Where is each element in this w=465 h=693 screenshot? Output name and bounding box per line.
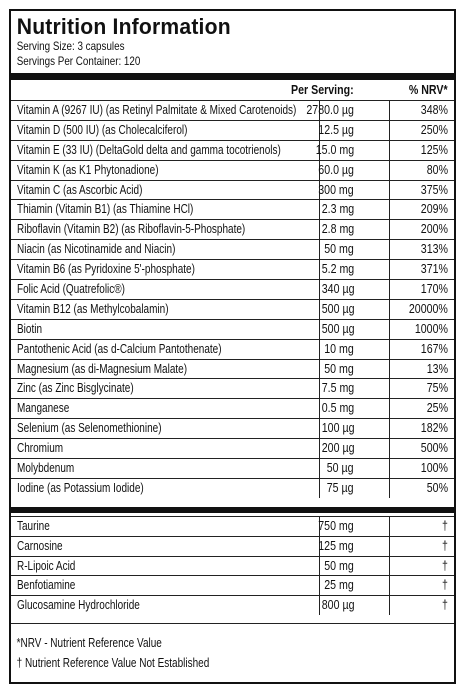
table-row xyxy=(11,180,454,200)
nutrient-name: Vitamin D (500 IU) (as Cholecalciferol) xyxy=(17,122,188,137)
other-ingredients-table xyxy=(11,516,454,615)
table-row xyxy=(11,259,454,279)
nutrient-name: Thiamin (Vitamin B1) (as Thiamine HCl) xyxy=(17,202,194,217)
nrv-value: 50% xyxy=(426,480,448,495)
table-row xyxy=(11,239,454,259)
table-row xyxy=(11,398,454,418)
table-row xyxy=(11,140,454,160)
nrv-value: 250% xyxy=(420,122,448,137)
nutrient-name: Vitamin E (33 IU) (DeltaGold delta and gamma tocotrienols) xyxy=(17,142,281,157)
nrv-value: 75% xyxy=(426,381,448,396)
nutrient-name: Taurine xyxy=(17,518,50,533)
nrv-value: 80% xyxy=(426,162,448,177)
table-row xyxy=(11,319,454,339)
nutrient-name: Carnosine xyxy=(17,538,63,553)
nutrient-name: Vitamin K (as K1 Phytonadione) xyxy=(17,162,159,177)
per-serving-amount: 300 mg xyxy=(318,182,354,197)
nutrient-name: Molybdenum xyxy=(17,461,75,476)
nrv-value: † xyxy=(442,538,448,553)
nutrient-name: Zinc (as Zinc Bisglycinate) xyxy=(17,381,134,396)
nrv-value: 348% xyxy=(420,103,448,117)
table-row xyxy=(11,458,454,478)
servings-per-container: Servings Per Container: 120 xyxy=(16,54,141,68)
table-row xyxy=(11,299,454,319)
per-serving-amount: 100 µg xyxy=(321,421,354,436)
nutrient-name: R-Lipoic Acid xyxy=(17,558,76,573)
table-row xyxy=(11,575,454,595)
nrv-value: 13% xyxy=(426,361,448,376)
nutrient-name: Vitamin A (9267 IU) (as Retinyl Palmitate & Mixed Carotenoids) xyxy=(17,103,297,117)
nutrient-name: Vitamin B12 (as Methylcobalamin) xyxy=(17,301,169,316)
nrv-value: † xyxy=(442,578,448,593)
serving-size: Serving Size: 3 capsules xyxy=(16,39,125,53)
per-serving-amount: 50 mg xyxy=(324,242,354,257)
per-serving-amount: 25 mg xyxy=(324,578,354,593)
panel-title: Nutrition Information xyxy=(16,14,231,39)
per-serving-amount: 2.3 mg xyxy=(321,202,354,217)
nutrient-name: Iodine (as Potassium Iodide) xyxy=(17,480,144,495)
per-serving-amount: 7.5 mg xyxy=(321,381,354,396)
nutrient-name: Magnesium (as di-Magnesium Malate) xyxy=(17,361,188,376)
per-serving-amount: 60.0 µg xyxy=(318,162,354,177)
per-serving-amount: 15.0 mg xyxy=(315,142,354,157)
table-row xyxy=(11,536,454,556)
table-header xyxy=(11,80,454,100)
per-serving-amount: 500 µg xyxy=(321,321,354,336)
nrv-value: 1000% xyxy=(414,321,448,336)
table-row xyxy=(11,378,454,398)
nrv-value: † xyxy=(442,558,448,573)
per-serving-amount: 800 µg xyxy=(321,598,354,613)
nutrient-name: Pantothenic Acid (as d-Calcium Pantothenate) xyxy=(17,341,222,356)
table-row xyxy=(11,279,454,299)
nrv-value: † xyxy=(442,598,448,613)
per-serving-amount: 75 µg xyxy=(327,480,354,495)
per-serving-amount: 12.5 µg xyxy=(318,122,354,137)
nutrient-name: Selenium (as Selenomethionine) xyxy=(17,421,162,436)
table-row xyxy=(11,199,454,219)
nrv-value: 125% xyxy=(420,142,448,157)
per-serving-amount: 340 µg xyxy=(321,282,354,297)
per-serving-amount: 10 mg xyxy=(324,341,354,356)
per-serving-amount: 2.8 mg xyxy=(321,222,354,237)
per-serving-amount: 2780.0 µg xyxy=(306,103,354,117)
nutrient-name: Biotin xyxy=(17,321,43,336)
nutrient-name: Vitamin B6 (as Pyridoxine 5'-phosphate) xyxy=(17,262,195,277)
table-row xyxy=(11,120,454,140)
table-row xyxy=(11,556,454,576)
nutrient-name: Niacin (as Nicotinamide and Niacin) xyxy=(17,242,176,257)
per-serving-amount: 50 mg xyxy=(324,558,354,573)
table-row xyxy=(11,219,454,239)
nrv-value: 500% xyxy=(420,441,448,456)
table-row xyxy=(11,100,454,120)
table-row xyxy=(11,359,454,379)
footnotes xyxy=(11,623,454,673)
per-serving-amount: 500 µg xyxy=(321,301,354,316)
nrv-value: † xyxy=(442,518,448,533)
nrv-value: 182% xyxy=(420,421,448,436)
footnote-dagger: † Nutrient Reference Value Not Established xyxy=(16,656,210,671)
nrv-value: 200% xyxy=(420,222,448,237)
nrv-value: 100% xyxy=(420,461,448,476)
per-serving-amount: 50 mg xyxy=(324,361,354,376)
nrv-value: 25% xyxy=(426,401,448,416)
nutrient-name: Manganese xyxy=(17,401,70,416)
table-row xyxy=(11,438,454,458)
table-row xyxy=(11,478,454,498)
nutrient-name: Folic Acid (Quatrefolic®) xyxy=(17,282,125,297)
per-serving-header: Per Serving: xyxy=(291,83,354,97)
nrv-value: 375% xyxy=(420,182,448,197)
nutrition-panel xyxy=(9,9,456,684)
thick-divider xyxy=(11,73,454,80)
nutrient-name: Riboflavin (Vitamin B2) (as Riboflavin-5-Phosphate) xyxy=(17,222,246,237)
nrv-value: 209% xyxy=(420,202,448,217)
table-row xyxy=(11,160,454,180)
footnote-nrv: *NRV - Nutrient Reference Value xyxy=(16,636,162,651)
nutrient-name: Chromium xyxy=(17,441,64,456)
table-row xyxy=(11,595,454,615)
per-serving-amount: 750 mg xyxy=(318,518,354,533)
nutrient-table xyxy=(11,100,454,498)
nrv-value: 20000% xyxy=(409,301,448,316)
nrv-value: 313% xyxy=(420,242,448,257)
per-serving-amount: 5.2 mg xyxy=(321,262,354,277)
nrv-value: 167% xyxy=(420,341,448,356)
per-serving-amount: 50 µg xyxy=(327,461,354,476)
per-serving-amount: 200 µg xyxy=(321,441,354,456)
nutrient-name: Glucosamine Hydrochloride xyxy=(17,598,140,613)
table-row xyxy=(11,418,454,438)
nutrient-name: Vitamin C (as Ascorbic Acid) xyxy=(17,182,143,197)
nrv-header: % NRV* xyxy=(409,83,448,97)
table-row xyxy=(11,516,454,536)
nutrient-name: Benfotiamine xyxy=(17,578,76,593)
per-serving-amount: 125 mg xyxy=(318,538,354,553)
nrv-value: 371% xyxy=(420,262,448,277)
per-serving-amount: 0.5 mg xyxy=(321,401,354,416)
nrv-value: 170% xyxy=(420,282,448,297)
table-row xyxy=(11,339,454,359)
